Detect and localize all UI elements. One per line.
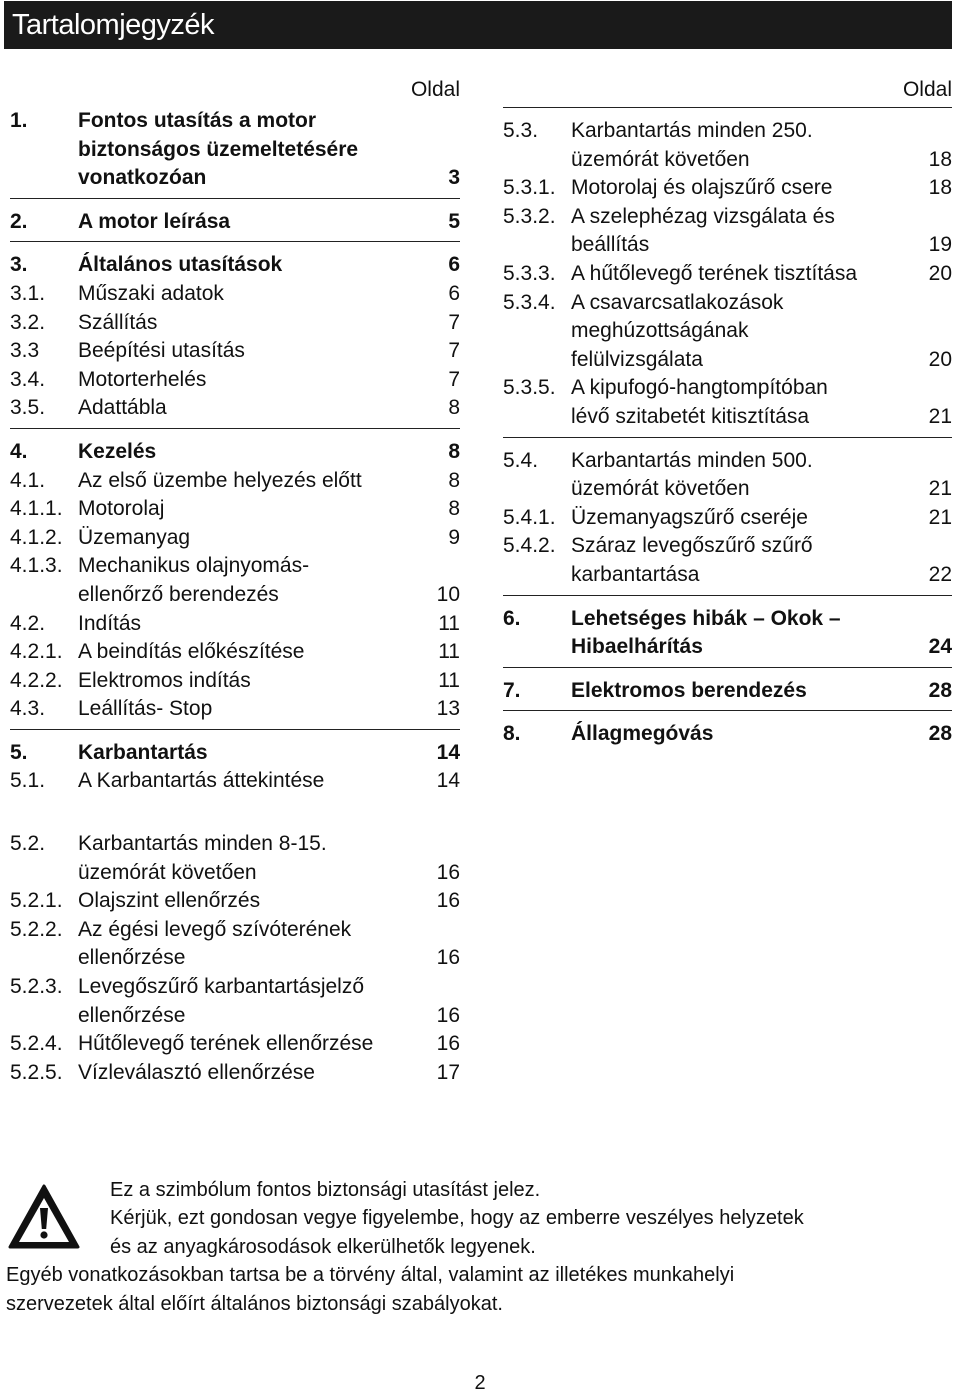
toc-entry-number: 5.3. bbox=[503, 119, 539, 142]
toc-entry-page: 11 bbox=[438, 668, 460, 692]
toc-entry-page bbox=[454, 916, 460, 945]
toc-entry-page bbox=[454, 552, 460, 581]
toc-entry bbox=[503, 532, 952, 561]
toc-entry-title: vonatkozóan bbox=[78, 166, 207, 190]
toc-entry-page bbox=[946, 374, 952, 403]
toc-entry-page: 9 bbox=[448, 525, 460, 549]
toc-section bbox=[503, 107, 952, 432]
toc-entry bbox=[10, 944, 460, 973]
toc-entry-title: A Karbantartás áttekintése bbox=[78, 769, 325, 793]
toc-entry-title: Indítás bbox=[78, 611, 142, 635]
toc-entry-page bbox=[946, 117, 952, 146]
toc-section bbox=[503, 595, 952, 662]
toc-entry-page bbox=[946, 532, 952, 561]
toc-entry bbox=[10, 638, 460, 667]
toc-entry-number: 5.3.2. bbox=[503, 204, 556, 228]
toc-entry-number: 4.2. bbox=[10, 611, 46, 635]
toc-entry bbox=[10, 667, 460, 696]
toc-entry-page: 19 bbox=[928, 233, 952, 257]
warning-triangle-icon bbox=[8, 1184, 80, 1250]
toc-entry-page bbox=[946, 289, 952, 318]
toc-entry-number: 4.3. bbox=[10, 697, 46, 721]
toc-entry-page: 21 bbox=[928, 505, 952, 529]
notice-text-line: Egyéb vonatkozásokban tartsa be a törvény által, valamint az illetékes munkahelyi bbox=[6, 1264, 735, 1286]
toc-entry-number: 5.1. bbox=[10, 769, 46, 793]
toc-entry bbox=[10, 337, 460, 366]
toc-entry-number: 5.2.4. bbox=[10, 1032, 63, 1056]
toc-entry-number bbox=[10, 136, 78, 165]
toc-section bbox=[10, 428, 460, 724]
toc-entry-number: 8. bbox=[503, 722, 521, 746]
toc-entry-title: Mechanikus olajnyomás- bbox=[78, 554, 310, 578]
toc-section bbox=[10, 729, 460, 796]
toc-entry-title: Szállítás bbox=[78, 310, 158, 334]
toc-entry bbox=[10, 1059, 460, 1088]
page-number: 2 bbox=[474, 1372, 486, 1394]
toc-entry-title: meghúzottságának bbox=[571, 319, 749, 343]
toc-entry-page bbox=[946, 605, 952, 634]
toc-entry-page bbox=[946, 447, 952, 476]
toc-entry-title: Motorterhelés bbox=[78, 367, 207, 391]
toc-entry-number bbox=[503, 633, 571, 662]
toc-section bbox=[10, 830, 460, 1087]
toc-list bbox=[10, 830, 460, 1087]
toc-entry bbox=[10, 916, 460, 945]
toc-section bbox=[10, 107, 460, 193]
toc-entry-number: 1. bbox=[10, 109, 28, 132]
toc-entry bbox=[10, 767, 460, 796]
toc-entry-number bbox=[10, 1002, 78, 1031]
toc-entry-number bbox=[503, 346, 571, 375]
toc-entry-number bbox=[503, 146, 571, 175]
toc-entry-page: 28 bbox=[928, 722, 952, 746]
toc-entry-number bbox=[503, 231, 571, 260]
toc-entry-page: 3 bbox=[448, 166, 460, 190]
toc-entry bbox=[10, 552, 460, 581]
toc-entry-title: Hűtőlevegő terének ellenőrzése bbox=[78, 1032, 374, 1056]
toc-entry-number: 5.3.3. bbox=[503, 261, 556, 285]
toc-entry-page: 20 bbox=[928, 261, 952, 285]
toc-entry-page: 7 bbox=[448, 367, 460, 391]
notice-text-line: és az anyagkárosodások elkerülhetők legyenek. bbox=[110, 1236, 536, 1258]
toc-entry-title: Olajszint ellenőrzés bbox=[78, 889, 261, 913]
toc-entry-number: 2. bbox=[10, 209, 28, 233]
toc-entry-page: 7 bbox=[448, 310, 460, 334]
toc-entry bbox=[10, 581, 460, 610]
toc-entry-title: Karbantartás minden 8-15. bbox=[78, 832, 327, 855]
toc-entry-page: 18 bbox=[928, 176, 952, 200]
toc-entry-number: 4.2.2. bbox=[10, 668, 63, 692]
toc-entry-page bbox=[454, 107, 460, 136]
toc-entry-number: 4.1.2. bbox=[10, 525, 63, 549]
toc-entry-number: 3.5. bbox=[10, 396, 46, 420]
toc-entry-title: Hibaelhárítás bbox=[571, 635, 703, 659]
toc-entry-title: Üzemanyag bbox=[78, 525, 191, 549]
toc-entry bbox=[10, 164, 460, 193]
toc-entry-page bbox=[946, 317, 952, 346]
toc-entry-title: A hűtőlevegő terének tisztítása bbox=[571, 261, 858, 285]
toc-entry-page bbox=[946, 203, 952, 232]
toc-entry-title: Műszaki adatok bbox=[78, 281, 224, 305]
toc-entry-page: 6 bbox=[448, 281, 460, 305]
toc-entry-number: 5.3.5. bbox=[503, 376, 556, 400]
toc-entry-page: 11 bbox=[438, 640, 460, 664]
toc-entry-title: Az égési levegő szívóterének bbox=[78, 917, 352, 941]
toc-section bbox=[503, 710, 952, 749]
toc-entry bbox=[503, 346, 952, 375]
toc-entry bbox=[10, 830, 460, 859]
toc-entry bbox=[503, 720, 952, 749]
toc-entry-number: 5.2.3. bbox=[10, 974, 63, 998]
toc-entry-title: üzemórát követően bbox=[571, 147, 750, 171]
toc-entry-title: üzemórát követően bbox=[571, 477, 750, 501]
toc-entry-number: 3.4. bbox=[10, 367, 46, 391]
toc-entry-page: 11 bbox=[438, 611, 460, 635]
toc-entry-title: Beépítési utasítás bbox=[78, 339, 245, 363]
toc-entry bbox=[503, 174, 952, 203]
toc-entry-page bbox=[454, 973, 460, 1002]
toc-entry-title: Az első üzembe helyezés előtt bbox=[78, 468, 362, 492]
toc-entry bbox=[10, 136, 460, 165]
toc-entry-title: Elektromos berendezés bbox=[571, 678, 807, 702]
toc-entry-number: 4.1.3. bbox=[10, 554, 63, 578]
toc-entry-title: Levegőszűrő karbantartásjelző bbox=[78, 974, 365, 998]
toc-entry bbox=[503, 117, 952, 146]
toc-entry-title: Fontos utasítás a motor bbox=[78, 109, 317, 132]
toc-entry bbox=[10, 251, 460, 280]
toc-entry-title: Karbantartás minden 250. bbox=[571, 119, 813, 142]
toc-entry-title: felülvizsgálata bbox=[571, 347, 703, 371]
toc-entry-page: 21 bbox=[928, 404, 952, 428]
toc-entry-number: 3.1. bbox=[10, 281, 46, 305]
toc-entry-title: ellenőrző berendezés bbox=[78, 582, 279, 606]
toc-entry bbox=[10, 467, 460, 496]
toc-entry bbox=[503, 561, 952, 590]
toc-left-column-continued bbox=[10, 830, 460, 1092]
toc-entry-title: Motorolaj és olajszűrő csere bbox=[571, 176, 833, 200]
toc-entry-number: 3.2. bbox=[10, 310, 46, 334]
toc-entry-number bbox=[10, 164, 78, 193]
toc-section bbox=[10, 198, 460, 237]
notice-text-line: Ez a szimbólum fontos biztonsági utasítást jelez. bbox=[110, 1179, 541, 1201]
toc-entry bbox=[10, 1002, 460, 1031]
toc-entry-number bbox=[503, 561, 571, 590]
toc-entry-title: Általános utasítások bbox=[78, 253, 283, 277]
toc-entry-title: Karbantartás minden 500. bbox=[571, 448, 813, 472]
toc-right-column bbox=[503, 76, 952, 754]
toc-entry-page: 13 bbox=[436, 697, 460, 721]
toc-entry-page: 16 bbox=[436, 1032, 460, 1056]
toc-entry-title: Lehetséges hibák – Okok – bbox=[571, 606, 841, 630]
toc-entry-number: 5.3.4. bbox=[503, 290, 556, 314]
toc-entry-number: 7. bbox=[503, 678, 521, 702]
toc-entry-page: 8 bbox=[448, 468, 460, 492]
toc-entry-title: Állagmegóvás bbox=[571, 722, 714, 746]
notice-text-line: Kérjük, ezt gondosan vegye figyelembe, hogy az emberre veszélyes helyzetek bbox=[110, 1207, 804, 1229]
toc-entry-page: 16 bbox=[436, 1003, 460, 1027]
toc-section bbox=[503, 437, 952, 590]
toc-entry bbox=[10, 524, 460, 553]
toc-entry-page: 6 bbox=[448, 253, 460, 277]
toc-entry bbox=[503, 260, 952, 289]
toc-section bbox=[10, 241, 460, 423]
toc-entry-number: 4. bbox=[10, 439, 28, 463]
toc-entry-title: ellenőrzése bbox=[78, 1003, 186, 1027]
toc-entry-page: 5 bbox=[448, 209, 460, 233]
toc-entry-page: 22 bbox=[928, 562, 952, 586]
toc-entry bbox=[503, 231, 952, 260]
toc-entry-page: 17 bbox=[436, 1060, 460, 1084]
toc-entry bbox=[10, 973, 460, 1002]
toc-entry bbox=[503, 317, 952, 346]
toc-entry-number: 4.2.1. bbox=[10, 640, 63, 664]
toc-entry-number: 5.4.2. bbox=[503, 534, 556, 558]
notice-text-line: szervezetek által előírt általános biztonsági szabályokat. bbox=[6, 1293, 503, 1315]
toc-entry-number bbox=[10, 581, 78, 610]
toc-entry-title: ellenőrzése bbox=[78, 946, 186, 970]
toc-entry-number: 5. bbox=[10, 740, 28, 764]
toc-entry-title: A motor leírása bbox=[78, 209, 231, 233]
toc-entry-page: 14 bbox=[436, 769, 460, 793]
toc-entry-title: Száraz levegőszűrő szűrő bbox=[571, 534, 813, 558]
toc-entry bbox=[503, 504, 952, 533]
toc-entry bbox=[10, 366, 460, 395]
toc-entry-number: 5.3.1. bbox=[503, 176, 556, 200]
toc-entry-title: biztonságos üzemeltetésére bbox=[78, 137, 359, 161]
toc-entry-title: karbantartása bbox=[571, 562, 700, 586]
toc-entry-number bbox=[10, 944, 78, 973]
toc-entry-title: A csavarcsatlakozások bbox=[571, 290, 784, 314]
toc-entry-number bbox=[503, 403, 571, 432]
toc-entry bbox=[10, 739, 460, 768]
toc-entry-number: 5.2. bbox=[10, 832, 46, 855]
toc-entry-title: A kipufogó-hangtompítóban bbox=[571, 376, 828, 400]
toc-list bbox=[503, 107, 952, 749]
toc-entry-title: üzemórát követően bbox=[78, 860, 257, 884]
toc-entry-title: Karbantartás bbox=[78, 740, 208, 764]
toc-entry-title: Motorolaj bbox=[78, 497, 165, 521]
toc-entry-number: 5.4.1. bbox=[503, 505, 556, 529]
toc-entry bbox=[503, 447, 952, 476]
toc-entry bbox=[10, 309, 460, 338]
toc-entry-title: A beindítás előkészítése bbox=[78, 640, 305, 664]
toc-entry bbox=[503, 605, 952, 634]
toc-entry bbox=[503, 475, 952, 504]
toc-entry bbox=[10, 859, 460, 888]
toc-entry-number: 4.1.1. bbox=[10, 497, 63, 521]
toc-entry-number: 4.1. bbox=[10, 468, 46, 492]
toc-entry-title: beállítás bbox=[571, 233, 650, 257]
toc-entry-page bbox=[454, 830, 460, 859]
toc-entry bbox=[10, 695, 460, 724]
toc-entry-page: 8 bbox=[448, 396, 460, 420]
toc-entry bbox=[10, 280, 460, 309]
toc-entry-title: A szelephézag vizsgálata és bbox=[571, 204, 835, 228]
toc-entry-page: 28 bbox=[928, 678, 952, 702]
toc-entry-page: 21 bbox=[928, 477, 952, 501]
toc-entry-title: Adattábla bbox=[78, 396, 167, 420]
toc-entry bbox=[503, 289, 952, 318]
toc-entry-page: 18 bbox=[928, 147, 952, 171]
toc-entry-page: 10 bbox=[436, 582, 460, 606]
toc-entry-title: lévő szitabetét kitisztítása bbox=[571, 404, 810, 428]
toc-entry-title: Vízleválasztó ellenőrzése bbox=[78, 1060, 315, 1084]
toc-entry bbox=[503, 374, 952, 403]
toc-left-column bbox=[10, 76, 460, 801]
toc-entry-title: Kezelés bbox=[78, 439, 157, 463]
toc-entry bbox=[10, 495, 460, 524]
toc-entry-number: 3. bbox=[10, 253, 28, 277]
toc-entry bbox=[10, 1030, 460, 1059]
toc-entry bbox=[503, 403, 952, 432]
toc-entry-number: 5.2.5. bbox=[10, 1060, 63, 1084]
toc-entry-page: 8 bbox=[448, 497, 460, 521]
toc-entry bbox=[503, 203, 952, 232]
toc-entry-number: 5.2.1. bbox=[10, 889, 63, 913]
toc-entry-page: 16 bbox=[436, 860, 460, 884]
toc-entry-number: 6. bbox=[503, 606, 521, 630]
page-title: Tartalomjegyzék bbox=[4, 1, 952, 49]
toc-entry-page bbox=[454, 136, 460, 165]
toc-entry-page: 8 bbox=[448, 439, 460, 463]
toc-entry-number: 5.2.2. bbox=[10, 917, 63, 941]
toc-list bbox=[10, 107, 460, 796]
toc-entry-title: Üzemanyagszűrő cseréje bbox=[571, 505, 808, 529]
toc-entry-number bbox=[503, 317, 571, 346]
toc-entry bbox=[10, 208, 460, 237]
toc-entry-page: 7 bbox=[448, 339, 460, 363]
toc-entry-page: 24 bbox=[928, 635, 952, 659]
toc-entry-page: 20 bbox=[928, 347, 952, 371]
toc-entry bbox=[10, 610, 460, 639]
toc-entry-page: 16 bbox=[436, 946, 460, 970]
toc-entry-number: 5.4. bbox=[503, 448, 539, 472]
page-column-header: Oldal bbox=[902, 78, 952, 101]
toc-entry bbox=[503, 633, 952, 662]
toc-entry bbox=[10, 107, 460, 136]
page-column-header: Oldal bbox=[410, 78, 460, 101]
toc-entry-title: Leállítás- Stop bbox=[78, 697, 213, 721]
toc-entry bbox=[503, 146, 952, 175]
toc-entry-number bbox=[503, 475, 571, 504]
toc-entry-number: 3.3 bbox=[10, 339, 40, 363]
toc-entry-number bbox=[10, 859, 78, 888]
toc-entry-title: Elektromos indítás bbox=[78, 668, 251, 692]
toc-section bbox=[503, 667, 952, 706]
toc-entry bbox=[10, 438, 460, 467]
toc-entry bbox=[503, 677, 952, 706]
toc-entry-page: 16 bbox=[436, 889, 460, 913]
toc-entry bbox=[10, 394, 460, 423]
toc-entry bbox=[10, 887, 460, 916]
toc-entry-page: 14 bbox=[436, 740, 460, 764]
